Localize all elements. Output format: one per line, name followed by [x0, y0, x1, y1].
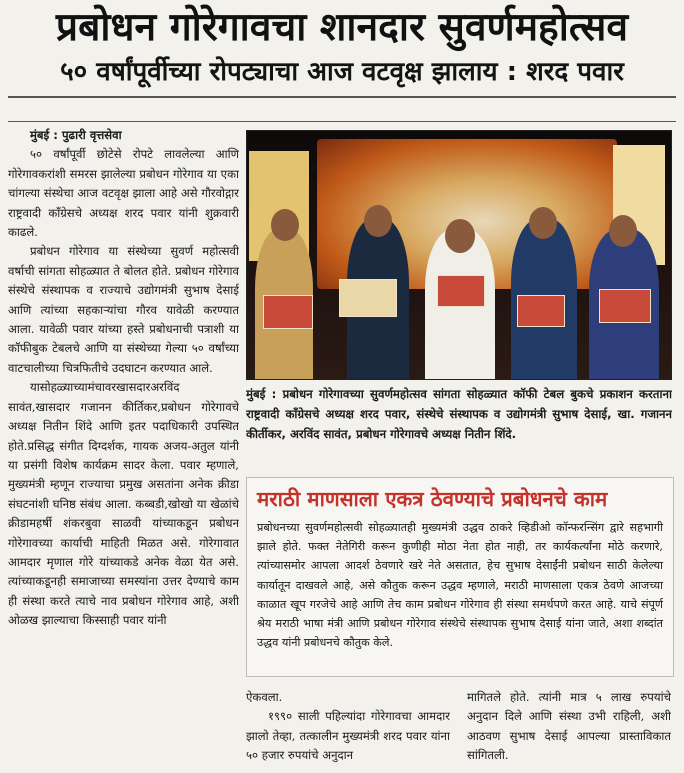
coffee-table-book — [437, 275, 485, 307]
article-paragraph: मागितले होते. त्यांनी मात्र ५ लाख रुपयांचे अनुदान दिले आणि संस्था उभी राहिली, अशी आठवण सुभाष देसाई आपल्या प्रास्ताविकात सांगितली. — [467, 690, 671, 763]
left-article-column — [8, 126, 239, 771]
person-head — [364, 205, 392, 237]
person-head — [445, 219, 475, 253]
article-paragraph: प्रबोधन गोरेगाव या संस्थेच्या सुवर्ण महोत्सवी वर्षाची सांगता सोहळ्यात ते बोलत होते. प्रबोधन गोरेगाव संस्थेचे संस्थापक व राज्याचे उद्योगमंत्री सुभाष देसाई आणि त्यांच्या सहकाऱ्यांचा गौरव यावेळी करण्यात आला. यावेळी पवार यांच्या हस्ते प्रबोधनाची पत्राशी या कॉफीबुक टेबलचे आणि या संस्थेच्या गेल्या ५० वर्षांच्या वाटचालीच्या चित्रफितीचे उदघाटन करण्यात आले. — [8, 244, 239, 375]
article-paragraph: ५० वर्षांपूर्वी छोटेसे रोपटे लावलेल्या आणि गोरेगावकरांशी समरस झालेल्या प्रबोधन गोरेगाव या एका चांगल्या संस्थेचा आज वटवृक्ष झाला आहे असे गौरवोद्गार राष्ट्रवादी काँग्रेसचे अध्यक्ष शरद पवार यांनी शुक्रवारी काढले. — [8, 147, 239, 240]
article-paragraph: १९९० साली पहिल्यांदा गोरेगावचा आमदार झालो तेव्हा, तत्कालीन मुख्यमंत्री शरद पवार यांना ५० हजार रुपयांचे अनुदान — [246, 709, 450, 763]
headline: प्रबोधन गोरेगावचा शानदार सुवर्णमहोत्सव — [55, 5, 629, 50]
person-head — [529, 207, 557, 239]
person-head — [271, 209, 299, 241]
divider — [8, 121, 676, 122]
subheadline: ५० वर्षांपूर्वीच्या रोपट्याचा आज वटवृक्ष झालाय : शरद पवार — [60, 57, 624, 87]
article-paragraph: ऐकवला. — [246, 690, 283, 704]
divider — [8, 96, 676, 98]
coffee-table-book — [599, 289, 651, 323]
article-paragraph: यासोहळ्याच्यामंचावरखासदारअरविंद सावंत,खासदार गजानन कीर्तिकर,प्रबोधन गोरेगावचे अध्यक्ष नितीन शिंदे आणि इतर पदाधिकारी उपस्थित होते.प्रसिद्ध संगीत दिग्दर्शक, गायक अजय-अतुल यांनी या प्रसंगी विशेष कार्यक्रम सादर केला. पवार म्हणाले, मुख्यमंत्री म्हणून राज्याचा प्रमुख असतांना अनेक क्रीडा संघटनांशी घनिष्ठ संबंध आला. कब्बडी,खोखो या खेळांचे क्रीडामहर्षी शंकरबुवा साळवी यांच्याकडून प्रबोधन गोरेगावच्या कार्याची माहिती मिळत असे. गोरेगावात आमदार मृणाल गोरे यांच्याकडे अनेक वेळा येत असे. त्यांच्याकडूनही समाजाच्या समस्यांना उत्तर देण्याचे काम ही संस्था करते त्याचे नाव प्रबोधन गोरेगाव आहे, अशी ओळख झाल्याचा किस्साही पवार यांनी — [8, 380, 239, 628]
coffee-table-book — [263, 295, 313, 329]
box-title: मराठी माणसाला एकत्र ठेवण्याचे प्रबोधनचे काम — [257, 487, 608, 511]
bottom-column-1 — [246, 688, 450, 772]
coffee-table-book — [517, 295, 565, 327]
box-body: प्रबोधनच्या सुवर्णमहोत्सवी सोहळ्यातही मुख्यमंत्री उद्धव ठाकरे व्हिडीओ कॉन्फरन्सिंग द्वारे सहभागी झाले होते. फक्त नेतेगिरी करून कुणीही मोठा नेता होत नाही, तर कार्यकर्त्यांना मोठे करणारे, त्यांच्यासमोर आपला आदर्श ठेवणारे खरे नेते असतात, हेच सुभाष देसाईंनी प्रबोधन साठी केलेल्या कार्यातून दाखवले आहे, असे कौतुक करून उद्धव म्हणाले, मराठी माणसाला एकत्र ठेवणे आजच्या काळात खूप गरजेचे आहे आणि तेच काम प्रबोधन गोरेगाव ही संस्था समर्थपणे करत आहे. याचे संपूर्ण श्रेय मराठी भाषा मंत्री आणि प्रबोधन गोरेगाव संस्थेचे संस्थापक सुभाष देसाई यांना जाते, अशा शब्दांत उद्धव यांनी प्रबोधनचे कौतुक केले. — [257, 521, 663, 650]
dateline: मुंबई : पुढारी वृत्तसेवा — [30, 128, 122, 142]
bottom-column-2 — [467, 688, 671, 772]
person-head — [609, 215, 637, 247]
sidebar-box — [246, 477, 674, 677]
coffee-table-book — [339, 279, 397, 317]
news-photo — [246, 130, 672, 380]
photo-caption: मुंबई : प्रबोधन गोरेगावच्या सुवर्णमहोत्सव सांगता सोहळ्यात कॉफी टेबल बुकचे प्रकाशन करताना राष्ट्रवादी काँग्रेसचे अध्यक्ष शरद पवार, संस्थेचे संस्थापक व उद्योगमंत्री सुभाष देसाई, खा. गजानन कीर्तीकर, अरविंद सावंत, प्रबोधन गोरेगावचे अध्यक्ष नितीन शिंदे. — [246, 387, 672, 441]
